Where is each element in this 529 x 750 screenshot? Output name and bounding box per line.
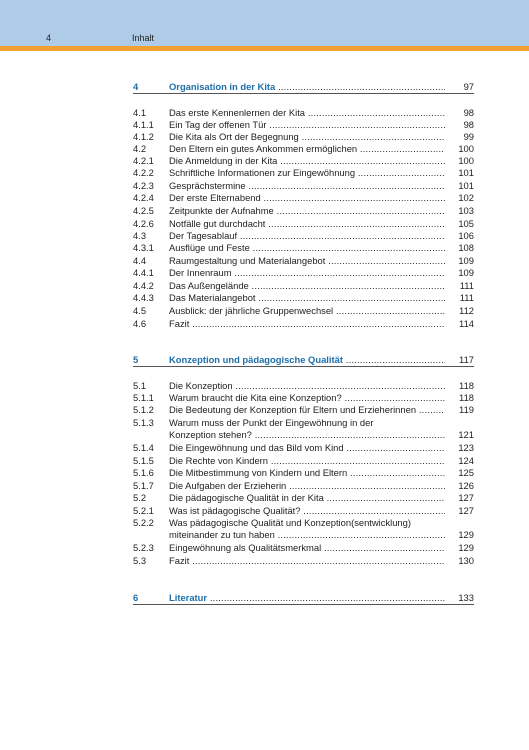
toc-entry-number: 5.1.3 bbox=[133, 417, 154, 428]
toc-entry-number: 5.3 bbox=[133, 555, 147, 566]
toc-entry bbox=[133, 505, 474, 517]
toc-entry-page: 98 bbox=[463, 119, 474, 130]
toc-entry bbox=[133, 155, 474, 167]
toc-entry-title: Eingewöhnung als Qualitätsmerkmal ..... bbox=[169, 542, 445, 554]
toc-entry bbox=[133, 318, 474, 330]
toc-entry-page: 102 bbox=[458, 192, 474, 203]
toc-entry-number: 5.1.6 bbox=[133, 467, 154, 478]
toc-entry-page: 99 bbox=[463, 131, 474, 142]
toc-entry-title: Was ist pädagogische Qualität? ..... bbox=[169, 505, 445, 517]
section-divider bbox=[133, 366, 474, 367]
toc-entry-number: 5 bbox=[133, 354, 139, 365]
toc-entry-number: 5.1.7 bbox=[133, 480, 154, 491]
toc-entry bbox=[133, 467, 474, 479]
toc-entry-page: 112 bbox=[459, 305, 474, 316]
toc-entry-number: 4.5 bbox=[133, 305, 147, 316]
toc-entry-number: 5.1.4 bbox=[133, 442, 154, 453]
toc-entry-page: 118 bbox=[459, 392, 474, 403]
toc-entry-page: 121 bbox=[458, 429, 474, 440]
toc-entry-number: 5.1 bbox=[133, 380, 147, 391]
toc-entry bbox=[133, 380, 474, 392]
toc-entry-number: 5.2.2 bbox=[133, 517, 154, 528]
toc-entry-number: 4.4.2 bbox=[133, 280, 154, 291]
toc-entry bbox=[133, 230, 474, 242]
toc-entry-page: 111 bbox=[459, 292, 474, 303]
toc-entry bbox=[133, 404, 474, 416]
toc-entry bbox=[133, 192, 474, 204]
toc-entry-title: Konzeption und pädagogische Qualität ..... bbox=[169, 354, 445, 366]
toc-entry-page: 98 bbox=[463, 107, 474, 118]
toc-entry-title: Der Tagesablauf ..... bbox=[169, 230, 445, 242]
toc-entry bbox=[133, 218, 474, 230]
page-number: 4 bbox=[46, 33, 52, 43]
toc-entry-number: 4.4.3 bbox=[133, 292, 154, 303]
toc-entry-page: 133 bbox=[458, 592, 474, 603]
toc-entry-title: Den Eltern ein gutes Ankommen ermöglichen ..... bbox=[169, 143, 445, 155]
toc-entry-number: 4 bbox=[133, 81, 139, 92]
toc-entry-number: 5.2 bbox=[133, 492, 147, 503]
toc-entry-title: Die Rechte von Kindern ..... bbox=[169, 455, 445, 467]
toc-entry-number: 4.2.6 bbox=[133, 218, 154, 229]
toc-entry-number: 5.2.1 bbox=[133, 505, 154, 516]
page-header bbox=[0, 0, 529, 46]
toc-entry bbox=[133, 143, 474, 155]
toc-chapter-entry bbox=[133, 592, 474, 604]
toc-entry-number: 4.1.1 bbox=[133, 119, 154, 130]
toc-entry bbox=[133, 529, 474, 541]
toc-entry-title: Die Eingewöhnung und das Bild vom Kind ..... bbox=[169, 442, 445, 454]
toc-entry-title: Ausblick: der jährliche Gruppenwechsel ..... bbox=[169, 305, 445, 317]
toc-entry bbox=[133, 480, 474, 492]
toc-entry-title: Die Konzeption ..... bbox=[169, 380, 445, 392]
toc-entry-title: Warum muss der Punkt der Eingewöhnung in der bbox=[169, 417, 374, 428]
toc-entry bbox=[133, 255, 474, 267]
toc-entry-page: 129 bbox=[458, 542, 474, 553]
toc-entry-title: Ausflüge und Feste ..... bbox=[169, 242, 445, 254]
toc-entry-page: 109 bbox=[458, 255, 474, 266]
toc-entry-number: 4.1 bbox=[133, 107, 147, 118]
toc-entry bbox=[133, 119, 474, 131]
toc-entry bbox=[133, 392, 474, 404]
toc-entry bbox=[133, 267, 474, 279]
toc-entry bbox=[133, 492, 474, 504]
toc-entry-number: 5.1.1 bbox=[133, 392, 154, 403]
toc-entry-number: 4.2.5 bbox=[133, 205, 154, 216]
toc-entry-title: miteinander zu tun haben ..... bbox=[169, 529, 445, 541]
toc-entry-page: 127 bbox=[458, 505, 474, 516]
toc-entry-page: 97 bbox=[463, 81, 474, 92]
toc-entry bbox=[133, 131, 474, 143]
toc-entry-page: 103 bbox=[458, 205, 474, 216]
toc-entry bbox=[133, 180, 474, 192]
toc-entry-page: 106 bbox=[458, 230, 474, 241]
toc-entry-title: Ein Tag der offenen Tür ..... bbox=[169, 119, 445, 131]
toc-entry-page: 111 bbox=[459, 280, 474, 291]
toc-entry-number: 4.2.4 bbox=[133, 192, 154, 203]
running-header-title: Inhalt bbox=[132, 33, 155, 43]
toc-entry-title: Raumgestaltung und Materialangebot ..... bbox=[169, 255, 445, 267]
toc-entry bbox=[133, 280, 474, 292]
toc-entry-title: Das Außengelände ..... bbox=[169, 280, 445, 292]
toc-entry-number: 4.2.2 bbox=[133, 167, 154, 178]
toc-entry-title: Die Aufgaben der Erzieherin ..... bbox=[169, 480, 445, 492]
toc-entry-number: 6 bbox=[133, 592, 139, 603]
toc-entry-page: 101 bbox=[458, 167, 474, 178]
toc-entry bbox=[133, 167, 474, 179]
toc-entry-title: Die pädagogische Qualität in der Kita ..... bbox=[169, 492, 445, 504]
section-divider bbox=[133, 604, 474, 605]
toc-entry-number: 4.4 bbox=[133, 255, 147, 266]
toc-entry-number: 4.3.1 bbox=[133, 242, 154, 253]
toc-entry-page: 119 bbox=[459, 404, 474, 415]
toc-entry-title: Fazit ..... bbox=[169, 555, 445, 567]
toc-entry-title: Das Materialangebot ..... bbox=[169, 292, 445, 304]
toc-entry bbox=[133, 517, 474, 529]
toc-entry-number: 4.4.1 bbox=[133, 267, 154, 278]
toc-entry-title: Die Bedeutung der Konzeption für Eltern und Erzieherinnen ..... bbox=[169, 404, 445, 416]
toc-entry-number: 5.1.5 bbox=[133, 455, 154, 466]
toc-chapter-entry bbox=[133, 354, 474, 366]
toc-entry-page: 101 bbox=[458, 180, 474, 191]
toc-entry bbox=[133, 429, 474, 441]
toc-entry-number: 4.3 bbox=[133, 230, 147, 241]
toc-entry bbox=[133, 292, 474, 304]
toc-entry-page: 126 bbox=[458, 480, 474, 491]
header-accent-stripe bbox=[0, 46, 529, 51]
toc-entry-title: Der erste Elternabend ..... bbox=[169, 192, 445, 204]
toc-entry-page: 124 bbox=[458, 455, 474, 466]
toc-entry-title: Organisation in der Kita ..... bbox=[169, 81, 445, 93]
toc-entry-title: Konzeption stehen? ..... bbox=[169, 429, 445, 441]
section-divider bbox=[133, 93, 474, 94]
toc-chapter-entry bbox=[133, 81, 474, 93]
toc-entry-title: Die Mitbestimmung von Kindern und Eltern ..... bbox=[169, 467, 445, 479]
toc-entry-number: 4.2.1 bbox=[133, 155, 154, 166]
toc-entry bbox=[133, 205, 474, 217]
toc-entry bbox=[133, 242, 474, 254]
toc-entry-page: 123 bbox=[458, 442, 474, 453]
toc-entry-title: Gesprächstermine ..... bbox=[169, 180, 445, 192]
toc-entry bbox=[133, 555, 474, 567]
toc-entry bbox=[133, 542, 474, 554]
toc-entry-number: 4.2.3 bbox=[133, 180, 154, 191]
toc-entry-title: Der Innenraum ..... bbox=[169, 267, 445, 279]
toc-entry-title: Was pädagogische Qualität und Konzeption(sentwicklung) bbox=[169, 517, 411, 528]
toc-entry-title: Zeitpunkte der Aufnahme ..... bbox=[169, 205, 445, 217]
toc-entry-page: 105 bbox=[458, 218, 474, 229]
toc-entry-title: Fazit ..... bbox=[169, 318, 445, 330]
toc-entry-number: 4.6 bbox=[133, 318, 147, 329]
toc-entry-title: Die Kita als Ort der Begegnung ..... bbox=[169, 131, 445, 143]
toc-entry-page: 108 bbox=[458, 242, 474, 253]
toc-entry-title: Notfälle gut durchdacht ..... bbox=[169, 218, 445, 230]
toc-entry-page: 130 bbox=[458, 555, 474, 566]
toc-entry-page: 100 bbox=[458, 155, 474, 166]
toc-entry bbox=[133, 417, 474, 429]
toc-entry-number: 5.2.3 bbox=[133, 542, 154, 553]
toc-entry bbox=[133, 107, 474, 119]
toc-entry bbox=[133, 455, 474, 467]
toc-entry-page: 100 bbox=[458, 143, 474, 154]
toc-entry-title: Die Anmeldung in der Kita ..... bbox=[169, 155, 445, 167]
toc-entry-page: 127 bbox=[458, 492, 474, 503]
toc-entry-number: 5.1.2 bbox=[133, 404, 154, 415]
toc-entry-page: 114 bbox=[459, 318, 474, 329]
toc-entry bbox=[133, 305, 474, 317]
toc-entry-number: 4.1.2 bbox=[133, 131, 154, 142]
toc-entry-title: Warum braucht die Kita eine Konzeption? ..... bbox=[169, 392, 445, 404]
toc-entry-page: 109 bbox=[458, 267, 474, 278]
toc-entry-page: 118 bbox=[459, 380, 474, 391]
toc-entry-page: 125 bbox=[458, 467, 474, 478]
toc-entry-page: 129 bbox=[458, 529, 474, 540]
toc-entry bbox=[133, 442, 474, 454]
toc-entry-number: 4.2 bbox=[133, 143, 147, 154]
toc-entry-title: Literatur ..... bbox=[169, 592, 445, 604]
toc-entry-title: Das erste Kennenlernen der Kita ..... bbox=[169, 107, 445, 119]
toc-entry-page: 117 bbox=[459, 354, 474, 365]
toc-entry-title: Schriftliche Informationen zur Eingewöhnung ..... bbox=[169, 167, 445, 179]
